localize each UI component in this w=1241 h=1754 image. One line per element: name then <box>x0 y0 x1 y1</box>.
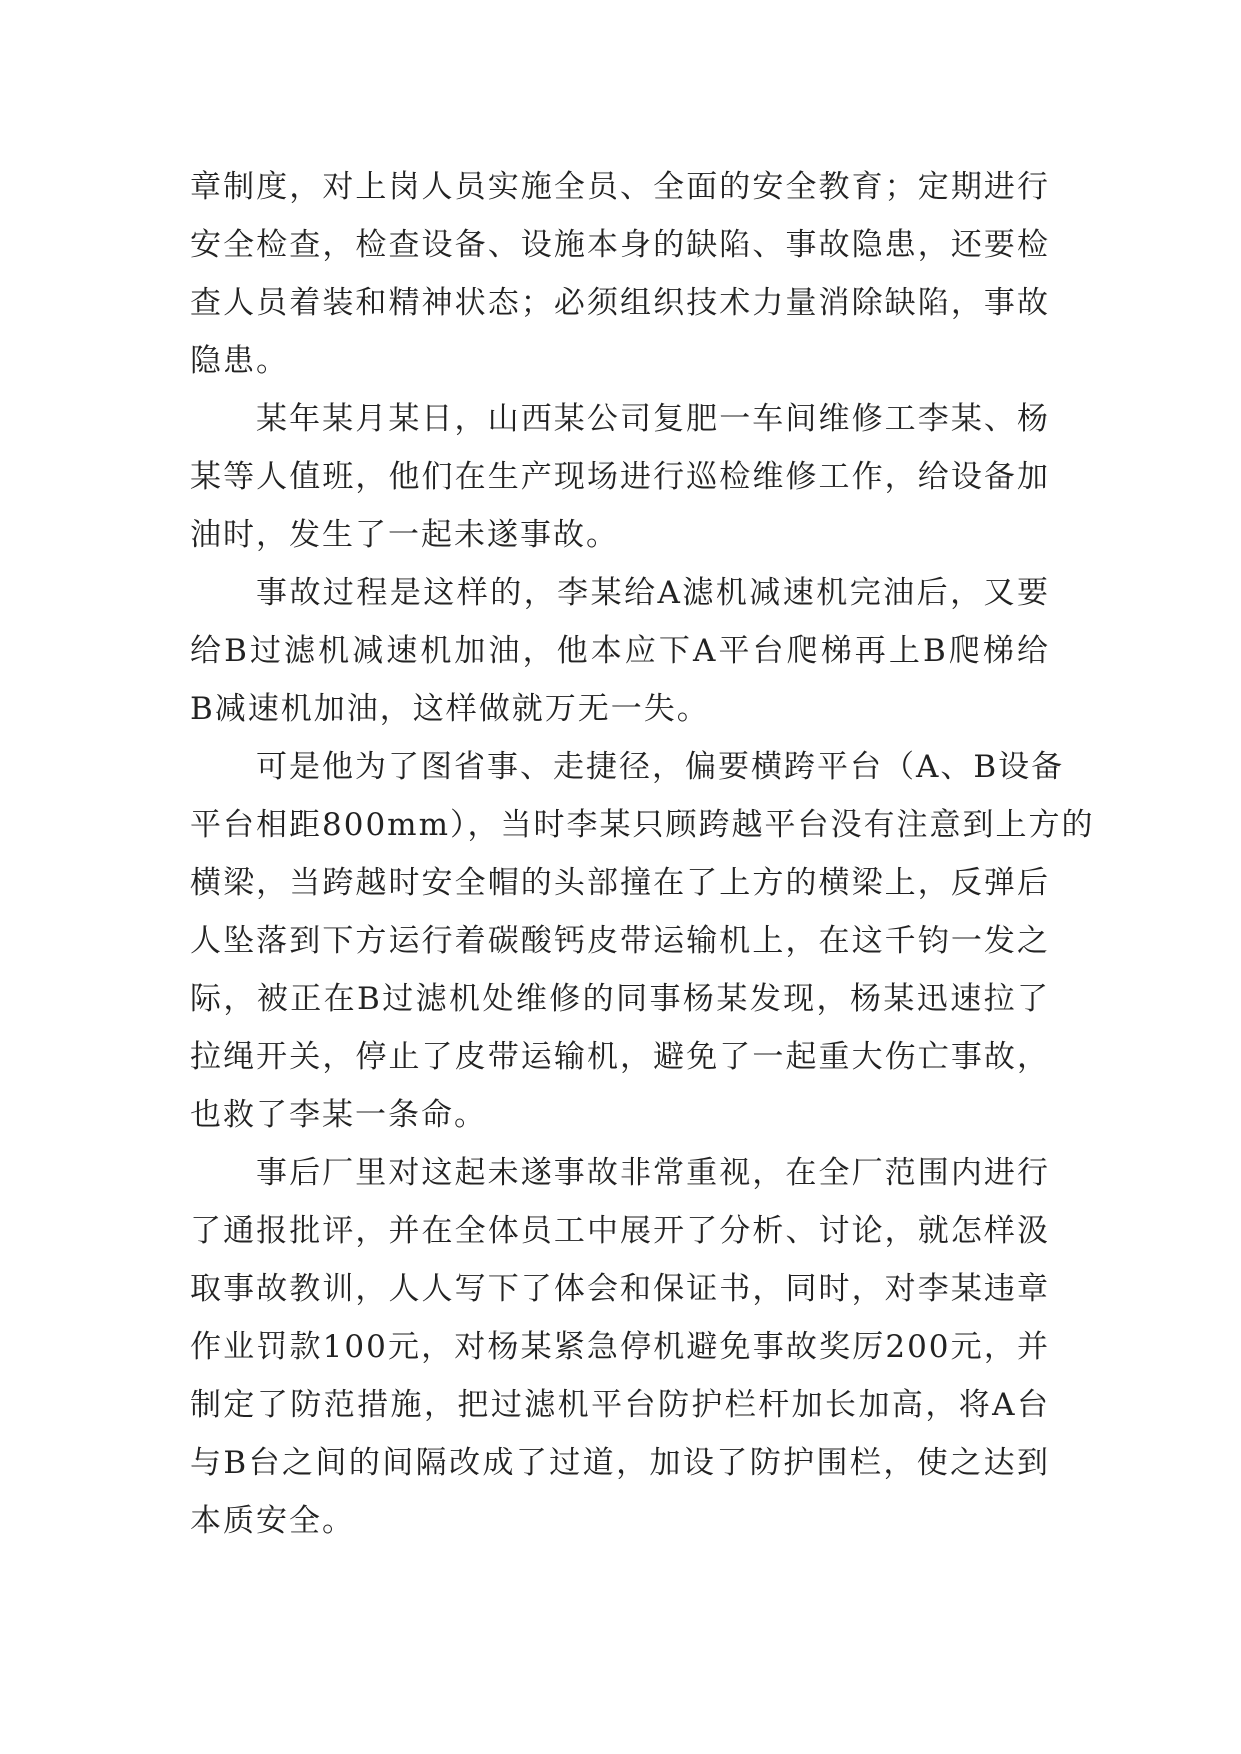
text-line: 拉绳开关，停止了皮带运输机，避免了一起重大伤亡事故， <box>190 1039 1050 1075</box>
text-line: 人坠落到下方运行着碳酸钙皮带运输机上，在这千钧一发之 <box>190 923 1050 959</box>
text-line: 际，被正在B过滤机处维修的同事杨某发现，杨某迅速拉了 <box>190 981 1050 1017</box>
text-line: 给B过滤机减速机加油，他本应下A平台爬梯再上B爬梯给 <box>190 633 1050 669</box>
paragraph-2 <box>190 390 1050 564</box>
text-line: 也救了李某一条命。 <box>190 1097 487 1133</box>
paragraph-3 <box>190 564 1050 738</box>
document-body <box>190 158 1095 1550</box>
text-line: 某年某月某日，山西某公司复肥一车间维修工李某、杨 <box>256 401 1050 437</box>
text-line: 事故过程是这样的，李某给A滤机减速机完油后，又要 <box>256 575 1050 611</box>
text-line: 与B台之间的间隔改成了过道，加设了防护围栏，使之达到 <box>190 1445 1050 1481</box>
text-line: 了通报批评，并在全体员工中展开了分析、讨论，就怎样汲 <box>190 1213 1050 1249</box>
text-line: 本质安全。 <box>190 1503 355 1539</box>
text-line: 安全检查，检查设备、设施本身的缺陷、事故隐患，还要检 <box>190 227 1050 263</box>
text-line: 可是他为了图省事、走捷径，偏要横跨平台（A、B设备 <box>256 749 1065 785</box>
paragraph-4 <box>190 738 1095 1144</box>
text-line: 横梁，当跨越时安全帽的头部撞在了上方的横梁上，反弹后 <box>190 865 1050 901</box>
text-line: 油时，发生了一起未遂事故。 <box>190 517 619 553</box>
text-line: 事后厂里对这起未遂事故非常重视，在全厂范围内进行 <box>256 1155 1050 1191</box>
text-line: 隐患。 <box>190 343 289 379</box>
text-line: 取事故教训，人人写下了体会和保证书，同时，对李某违章 <box>190 1271 1050 1307</box>
text-line: 某等人值班，他们在生产现场进行巡检维修工作，给设备加 <box>190 459 1050 495</box>
paragraph-5 <box>190 1144 1050 1550</box>
text-line: B减速机加油，这样做就万无一失。 <box>190 691 710 727</box>
paragraph-1 <box>190 158 1050 390</box>
text-line: 作业罚款100元，对杨某紧急停机避免事故奖厉200元，并 <box>190 1329 1050 1365</box>
text-line: 制定了防范措施，把过滤机平台防护栏杆加长加高，将A台 <box>190 1387 1050 1423</box>
text-line: 章制度，对上岗人员实施全员、全面的安全教育；定期进行 <box>190 169 1050 205</box>
text-line: 平台相距800mm），当时李某只顾跨越平台没有注意到上方的 <box>190 807 1095 843</box>
text-line: 查人员着装和精神状态；必须组织技术力量消除缺陷，事故 <box>190 285 1050 321</box>
